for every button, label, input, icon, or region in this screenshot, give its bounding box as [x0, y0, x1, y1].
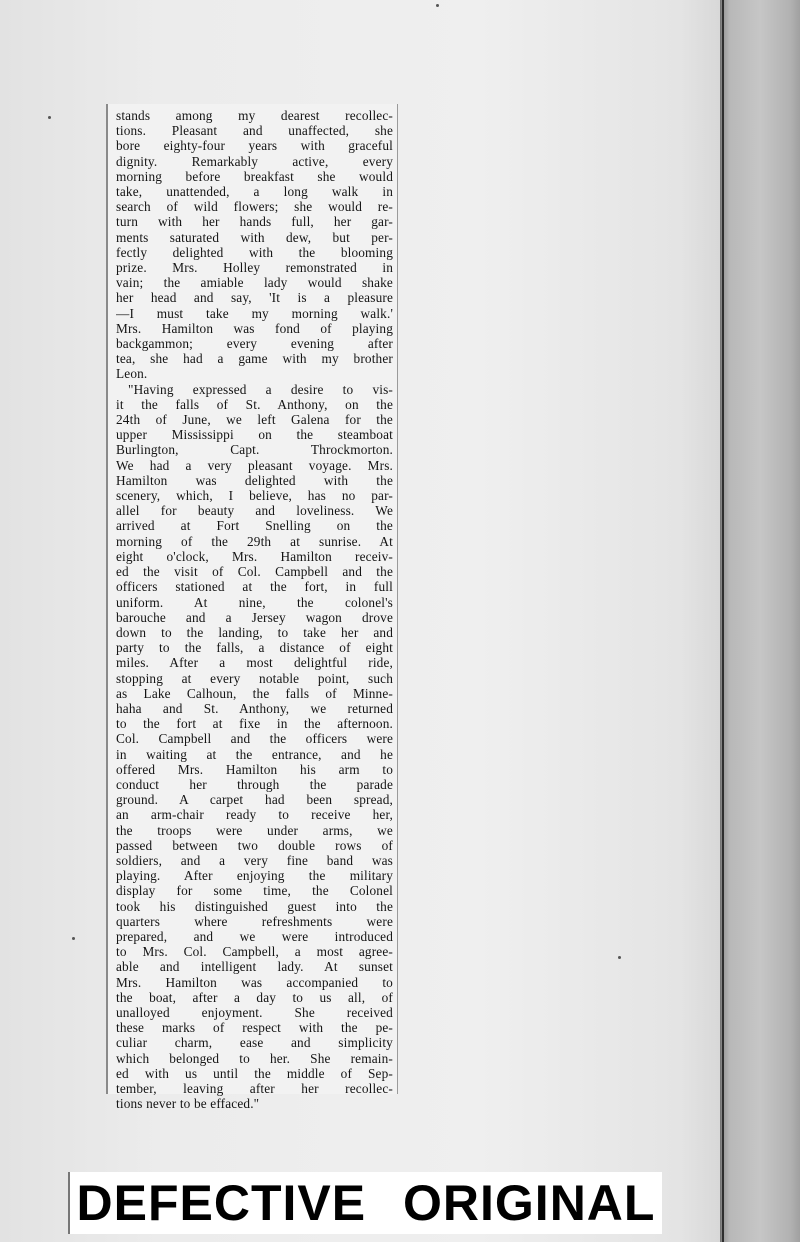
article-line: these marks of respect with the pe-: [116, 1020, 393, 1036]
newspaper-clipping: [106, 104, 398, 1112]
article-line: which belonged to her. She remain-: [116, 1050, 393, 1066]
article-line: an arm-chair ready to receive her,: [116, 807, 393, 823]
article-line: miles. After a most delightful ride,: [116, 655, 393, 671]
article-line: search of wild flowers; she would re-: [116, 199, 393, 215]
article-line: bore eighty-four years with graceful: [116, 138, 393, 154]
article-line: tember, leaving after her recollec-: [116, 1081, 393, 1096]
article-line: soldiers, and a very fine band was: [116, 852, 393, 868]
article-line: dignity. Remarkably active, every: [116, 153, 393, 169]
article-line: unalloyed enjoyment. She received: [116, 1004, 393, 1020]
article-line: the troops were under arms, we: [116, 822, 393, 838]
article-line: morning before breakfast she would: [116, 168, 393, 184]
article-line: Mrs. Hamilton was fond of playing: [116, 320, 393, 336]
article-line: vain; the amiable lady would shake: [116, 275, 393, 291]
article-line: stands among my dearest recollec-: [116, 108, 393, 123]
article-line: fectly delighted with the blooming: [116, 244, 393, 260]
article-line: upper Mississippi on the steamboat: [116, 427, 393, 443]
article-line: eight o'clock, Mrs. Hamilton receiv-: [116, 548, 393, 564]
article-line: uniform. At nine, the colonel's: [116, 594, 393, 610]
article-line: ground. A carpet had been spread,: [116, 792, 393, 808]
article-line: party to the falls, a distance of eight: [116, 640, 393, 656]
page-speck: [72, 937, 75, 940]
article-line: Mrs. Hamilton was accompanied to: [116, 974, 393, 990]
article-line: ments saturated with dew, but per-: [116, 229, 393, 245]
article-line: "Having expressed a desire to vis-: [128, 381, 393, 397]
article-line: allel for beauty and loveliness. We: [116, 503, 393, 519]
article-line: scenery, which, I believe, has no par-: [116, 488, 393, 504]
article-line: tea, she had a game with my brother: [116, 351, 393, 367]
article-line: to Mrs. Col. Campbell, a most agree-: [116, 944, 393, 960]
article-line: arrived at Fort Snelling on the: [116, 518, 393, 534]
article-line: in waiting at the entrance, and he: [116, 746, 393, 762]
article-line: ed the visit of Col. Campbell and the: [116, 564, 393, 580]
article-line: to the fort at fixe in the afternoon.: [116, 716, 393, 732]
binding-shadow-line: [722, 0, 724, 1242]
article-line: barouche and a Jersey wagon drove: [116, 609, 393, 625]
article-line: it the falls of St. Anthony, on the: [116, 396, 393, 412]
article-line: Burlington, Capt. Throckmorton.: [116, 442, 393, 458]
article-line: officers stationed at the fort, in full: [116, 579, 393, 595]
article-line: —I must take my morning walk.': [116, 305, 393, 321]
article-line: Leon.: [116, 366, 148, 382]
page-speck: [436, 4, 439, 7]
article-line: display for some time, the Colonel: [116, 883, 393, 899]
article-line: 24th of June, we left Galena for the: [116, 412, 393, 428]
article-line: able and intelligent lady. At sunset: [116, 959, 393, 975]
article-line: down to the landing, to take her and: [116, 624, 393, 640]
article-line: offered Mrs. Hamilton his arm to: [116, 761, 393, 777]
article-line: tions. Pleasant and unaffected, she: [116, 123, 393, 139]
article-line: quarters where refreshments were: [116, 913, 393, 929]
article-line: conduct her through the parade: [116, 776, 393, 792]
article-line: Col. Campbell and the officers were: [116, 731, 393, 747]
page-speck: [618, 956, 621, 959]
article-line: passed between two double rows of: [116, 837, 393, 853]
article-line: prepared, and we were introduced: [116, 928, 393, 944]
article-line: tions never to be effaced.": [116, 1096, 260, 1112]
article-line: prize. Mrs. Holley remonstrated in: [116, 260, 393, 276]
stamp-label: DEFECTIVE ORIGINAL: [76, 1175, 656, 1231]
article-line: We had a very pleasant voyage. Mrs.: [116, 457, 393, 473]
article-column: [116, 108, 393, 1111]
article-line: the boat, after a day to us all, of: [116, 989, 393, 1005]
article-line: playing. After enjoying the military: [116, 868, 393, 884]
article-line: haha and St. Anthony, we returned: [116, 700, 393, 716]
book-binding-edge: [720, 0, 800, 1242]
defective-original-stamp: [68, 1172, 662, 1234]
article-line: turn with her hands full, her gar-: [116, 214, 393, 230]
article-line: take, unattended, a long walk in: [116, 184, 393, 200]
article-line: stopping at every notable point, such: [116, 670, 393, 686]
article-line: culiar charm, ease and simplicity: [116, 1035, 393, 1051]
article-line: took his distinguished guest into the: [116, 898, 393, 914]
article-line: as Lake Calhoun, the falls of Minne-: [116, 685, 393, 701]
article-line: her head and say, 'It is a pleasure: [116, 290, 393, 306]
article-line: ed with us until the middle of Sep-: [116, 1065, 393, 1081]
page-speck: [48, 116, 51, 119]
article-line: backgammon; every evening after: [116, 336, 393, 352]
article-line: Hamilton was delighted with the: [116, 472, 393, 488]
article-line: morning of the 29th at sunrise. At: [116, 533, 393, 549]
